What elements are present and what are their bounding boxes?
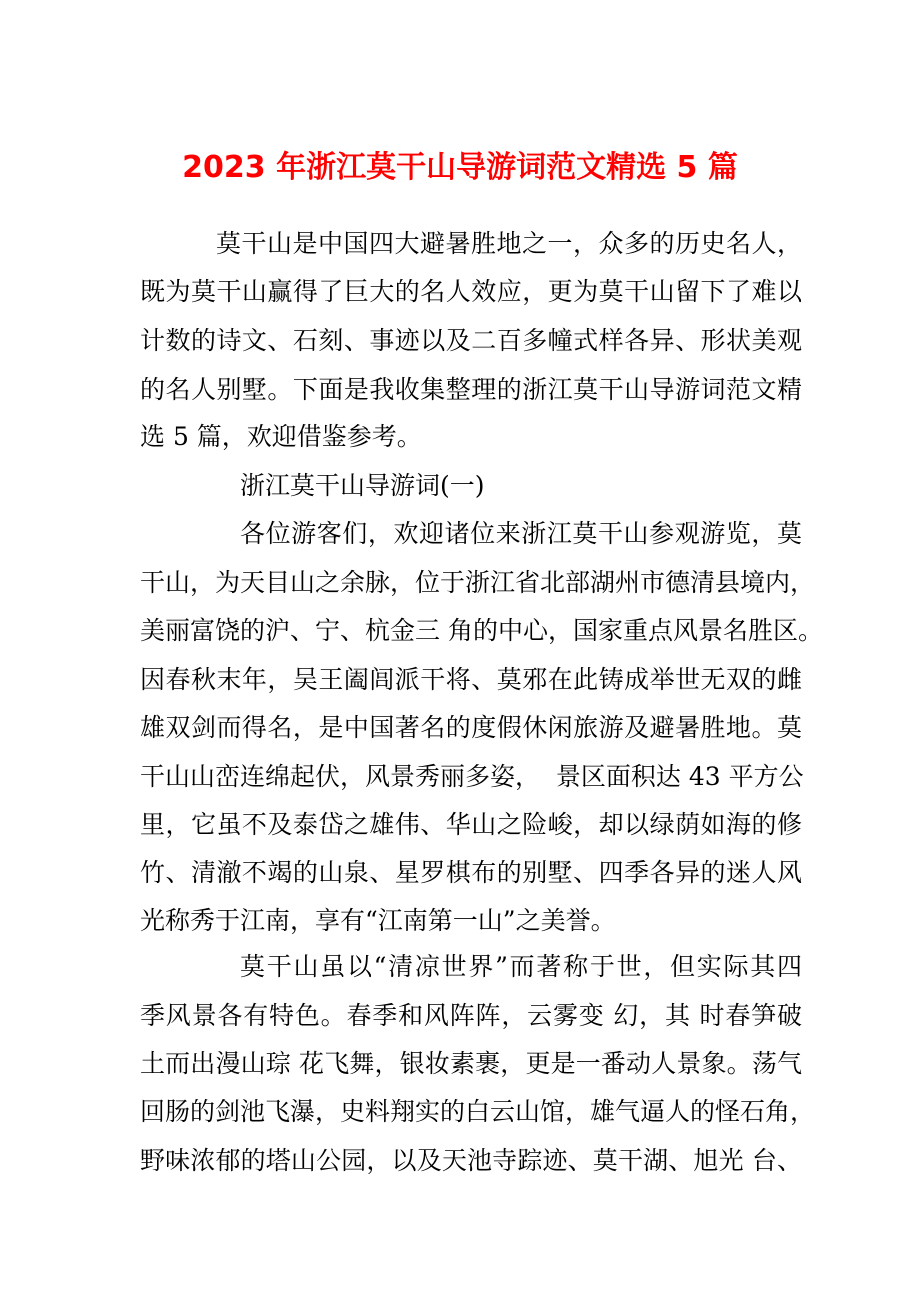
- intro-line: 的名人别墅。下面是我收集整理的浙江莫干山导游词范文精: [140, 375, 802, 404]
- paragraph-line: 里，它虽不及泰岱之雄伟、华山之险峻，却以绿荫如海的修: [140, 810, 802, 839]
- paragraph-line: 回肠的剑池飞瀑，史料翔实的白云山馆，雄气逼人的怪石角，: [140, 1097, 816, 1126]
- paragraph-line: 竹、清澈不竭的山泉、星罗棋布的别墅、四季各异的迷人风: [140, 858, 802, 887]
- paragraph-line: 土而出漫山琮 花飞舞，银妆素裹，更是一番动人景象。荡气: [140, 1049, 802, 1078]
- paragraph-line: 因春秋末年，吴王阖闾派干将、莫邪在此铸成举世无双的雌: [140, 665, 802, 694]
- paragraph-line: 干山，为天目山之余脉，位于浙江省北部湖州市德清县境内，: [140, 568, 816, 597]
- intro-line: 计数的诗文、石刻、事迹以及二百多幢式样各异、形状美观: [140, 326, 802, 355]
- paragraph-line: 光称秀于江南，享有“江南第一山”之美誉。: [140, 906, 616, 935]
- paragraph-line: 干山山峦连绵起伏，风景秀丽多姿， 景区面积达 43 平方公: [140, 762, 804, 791]
- intro-line: 既为莫干山赢得了巨大的名人效应，更为莫干山留下了难以: [140, 277, 802, 306]
- paragraph-line: 各位游客们，欢迎诸位来浙江莫干山参观游览，莫: [240, 519, 802, 548]
- paragraph-line: 美丽富饶的沪、宁、杭金三 角的中心，国家重点风景名胜区。: [140, 616, 823, 645]
- paragraph-line: 莫干山虽以“清凉世界”而著称于世，但实际其四: [240, 952, 802, 981]
- document-title: 2023 年浙江莫干山导游词范文精选 5 篇: [182, 150, 738, 185]
- section-heading: 浙江莫干山导游词(一): [240, 471, 485, 500]
- paragraph-line: 季风景各有特色。春季和风阵阵，云雾变 幻，其 时春笋破: [140, 1001, 802, 1030]
- paragraph-line: 野味浓郁的塔山公园，以及天池寺踪迹、莫干湖、旭光 台、: [140, 1146, 802, 1175]
- intro-line: 选 5 篇，欢迎借鉴参考。: [140, 422, 422, 451]
- intro-line: 莫干山是中国四大避暑胜地之一，众多的历史名人，: [216, 229, 802, 258]
- paragraph-line: 雄双剑而得名，是中国著名的度假休闲旅游及避暑胜地。莫: [140, 713, 802, 742]
